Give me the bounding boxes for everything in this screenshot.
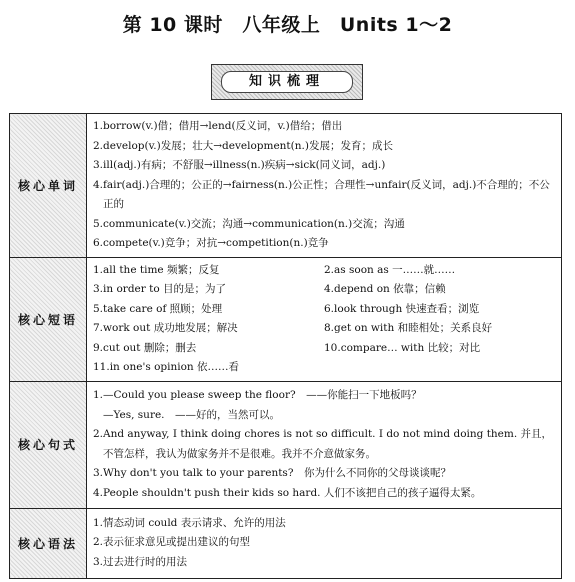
list-item: 6.look through 快速查看；浏览 (324, 302, 480, 315)
grammar-cell (87, 508, 562, 578)
list-item: 5.take care of 照顾；处理 (93, 302, 223, 315)
sentences-cell (87, 381, 562, 508)
list-item: 8.get on with 和睦相处；关系良好 (324, 322, 493, 334)
table-row (10, 508, 562, 578)
list-item: 4.depend on 依靠；信赖 (324, 283, 446, 295)
list-item: 9.cut out 删除；删去 (93, 341, 197, 354)
list-item: 2.as soon as 一……就…… (324, 263, 456, 276)
list-item: 3.ill(adj.)有病；不舒服→illness(n.)疾病→sick(同义词，adj.) (93, 159, 386, 171)
table-row (10, 114, 562, 258)
phrases-cell (87, 257, 562, 381)
list-item: 7.work out 成功地发展；解决 (93, 322, 238, 334)
list-item: 5.communicate(v.)交流；沟通→communication(n.)交流；沟通 (93, 217, 405, 230)
list-item: 1.borrow(v.)借；借用→lend(反义词，v.)借给；借出 (93, 120, 343, 132)
list-item: 3.in order to 目的是；为了 (93, 283, 226, 295)
list-item: 6.compete(v.)竞争；对抗→competition(n.)竞争 (93, 237, 329, 249)
section-banner (211, 64, 363, 100)
list-item: 4.fair(adj.)合理的；公正的→fairness(n.)公正性；合理性→unfair(反义词，adj.)不合理的；不公正的 (93, 178, 550, 210)
list-item: 10.compare… with 比较；对比 (324, 341, 481, 354)
page-title: 第 10 课时 八年级上 Units 1～2 (122, 14, 453, 36)
banner-label: 知识梳理 (221, 71, 353, 93)
list-item: 1.all the time 频繁；反复 (93, 263, 220, 276)
table-row (10, 381, 562, 508)
row-label-sentences: 核心句式 (10, 381, 87, 508)
list-item: —Yes, sure. ——好的，当然可以。 (103, 408, 281, 421)
list-item: 3.过去进行时的用法 (93, 555, 188, 568)
list-item: 2.And anyway, I think doing chores is not so difficult. I do not mind doing them. 并且，不管怎样，我认为做家务并不是很难。我并不介意做家务。 (93, 428, 553, 460)
list-item: 1.情态动词 could 表示请求、允许的用法 (93, 516, 286, 529)
knowledge-table (9, 113, 562, 579)
words-cell (87, 114, 562, 258)
list-item: 4.People shouldn't push their kids so hard. 人们不该把自己的孩子逼得太紧。 (93, 486, 482, 499)
row-label-phrases: 核心短语 (10, 257, 87, 381)
table-row (10, 257, 562, 381)
row-label-grammar: 核心语法 (10, 508, 87, 578)
list-item: 11.in one's opinion 依……看 (93, 361, 240, 373)
row-label-words: 核心单词 (10, 114, 87, 258)
list-item: 2.develop(v.)发展；壮大→development(n.)发展；发育；成长 (93, 139, 393, 152)
list-item: 1.—Could you please sweep the floor? ——你能扫一下地板吗？ (93, 389, 422, 401)
list-item: 2.表示征求意见或提出建议的句型 (93, 536, 251, 549)
list-item: 3.Why don't you talk to your parents? 你为什么不同你的父母谈谈呢？ (93, 467, 451, 479)
